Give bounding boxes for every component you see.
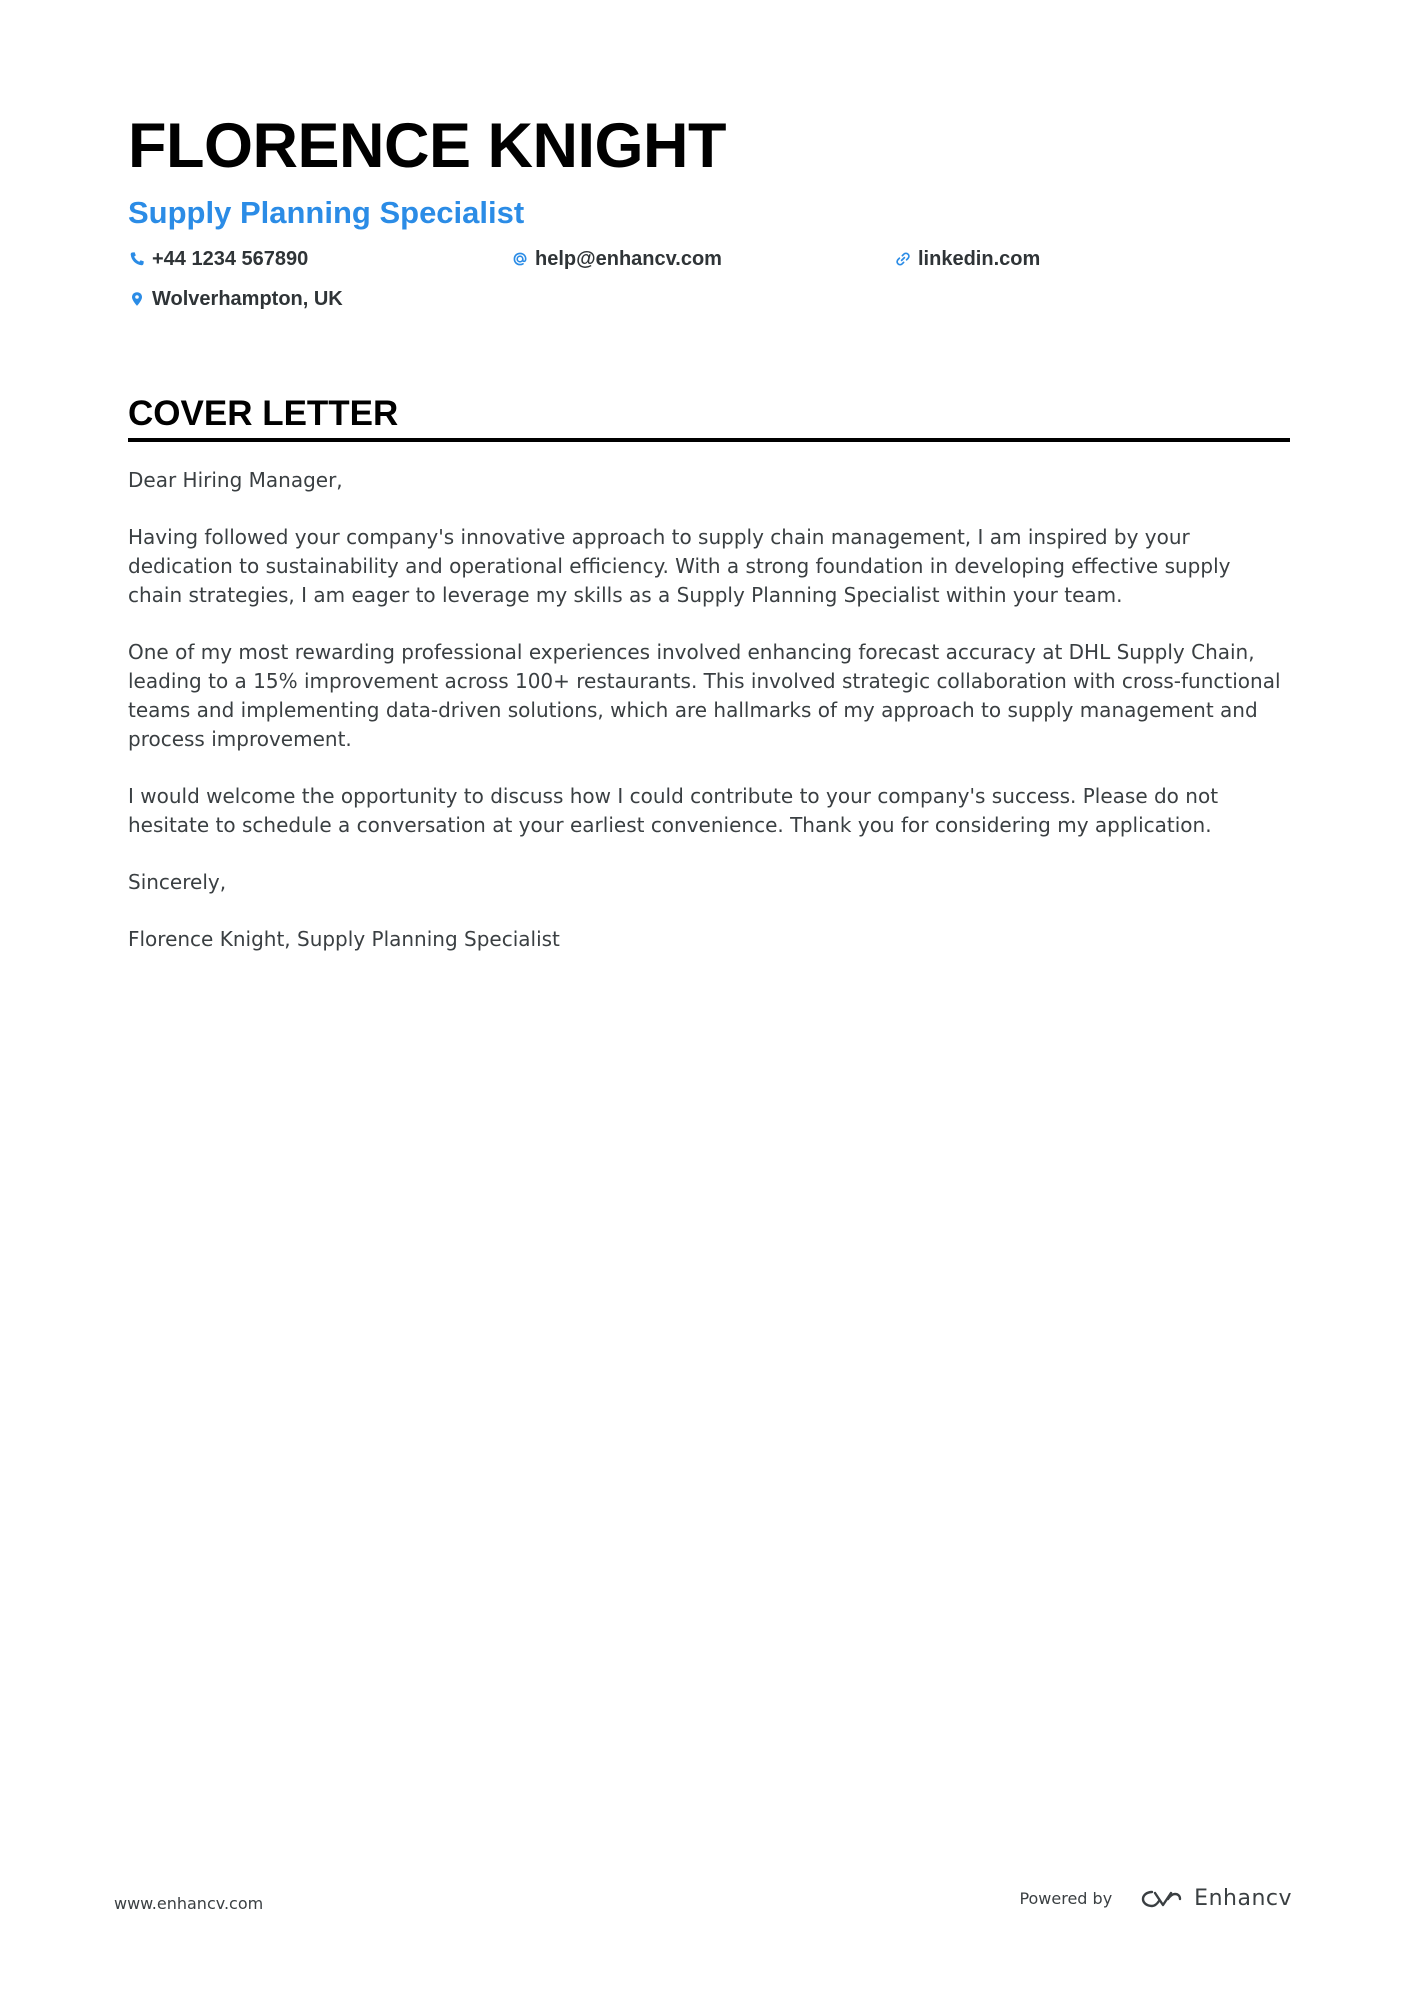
brand-name: Enhancv <box>1194 1886 1292 1911</box>
contact-website-text[interactable]: linkedin.com <box>918 248 1041 270</box>
link-icon <box>894 250 912 268</box>
section-title: COVER LETTER <box>128 392 1290 442</box>
contact-location <box>128 286 511 312</box>
header <box>128 108 1290 312</box>
enhancv-logo-icon <box>1138 1887 1184 1911</box>
candidate-role: Supply Planning Specialist <box>128 195 525 230</box>
letter-paragraph: One of my most rewarding professional experiences involved enhancing forecast accuracy at DHL Supply Chain, leading to a 15% improvement across 100+ restaurants. This involved strategic collaboration with cross-functional teams and implementing data-driven solutions, which are hallmarks of my approach to supply management and process improvement. <box>128 640 1281 751</box>
footer-branding[interactable] <box>1019 1886 1292 1911</box>
contact-phone-text: +44 1234 567890 <box>152 248 309 270</box>
letter-paragraph: Having followed your company's innovative approach to supply chain management, I am inspired by your dedication to sustainability and operational efficiency. With a strong foundation in developing effective supply chain strategies, I am eager to leverage my skills as a Supply Planning Specialist within your team. <box>128 525 1231 607</box>
contact-phone <box>128 246 511 272</box>
candidate-name: FLORENCE KNIGHT <box>128 111 726 181</box>
contact-location-text: Wolverhampton, UK <box>152 288 343 310</box>
contact-email[interactable] <box>511 246 894 272</box>
powered-by-label: Powered by <box>1019 1889 1113 1908</box>
footer-website[interactable]: www.enhancv.com <box>114 1894 264 1913</box>
contact-website[interactable] <box>894 246 1277 272</box>
letter-greeting: Dear Hiring Manager, <box>128 468 343 492</box>
contact-list <box>128 246 1290 312</box>
letter-closing: Sincerely, <box>128 870 227 894</box>
phone-icon <box>128 250 146 268</box>
contact-email-text[interactable]: help@enhancv.com <box>535 248 722 270</box>
map-pin-icon <box>128 290 146 308</box>
letter-paragraph: I would welcome the opportunity to discuss how I could contribute to your company's success. Please do not hesitate to schedule a conversation at your earliest convenience. Thank you for considering my application. <box>128 784 1219 837</box>
cover-letter-section <box>128 392 1290 982</box>
letter-body <box>128 466 1290 954</box>
letter-signature: Florence Knight, Supply Planning Specialist <box>128 927 560 951</box>
at-icon <box>511 250 529 268</box>
